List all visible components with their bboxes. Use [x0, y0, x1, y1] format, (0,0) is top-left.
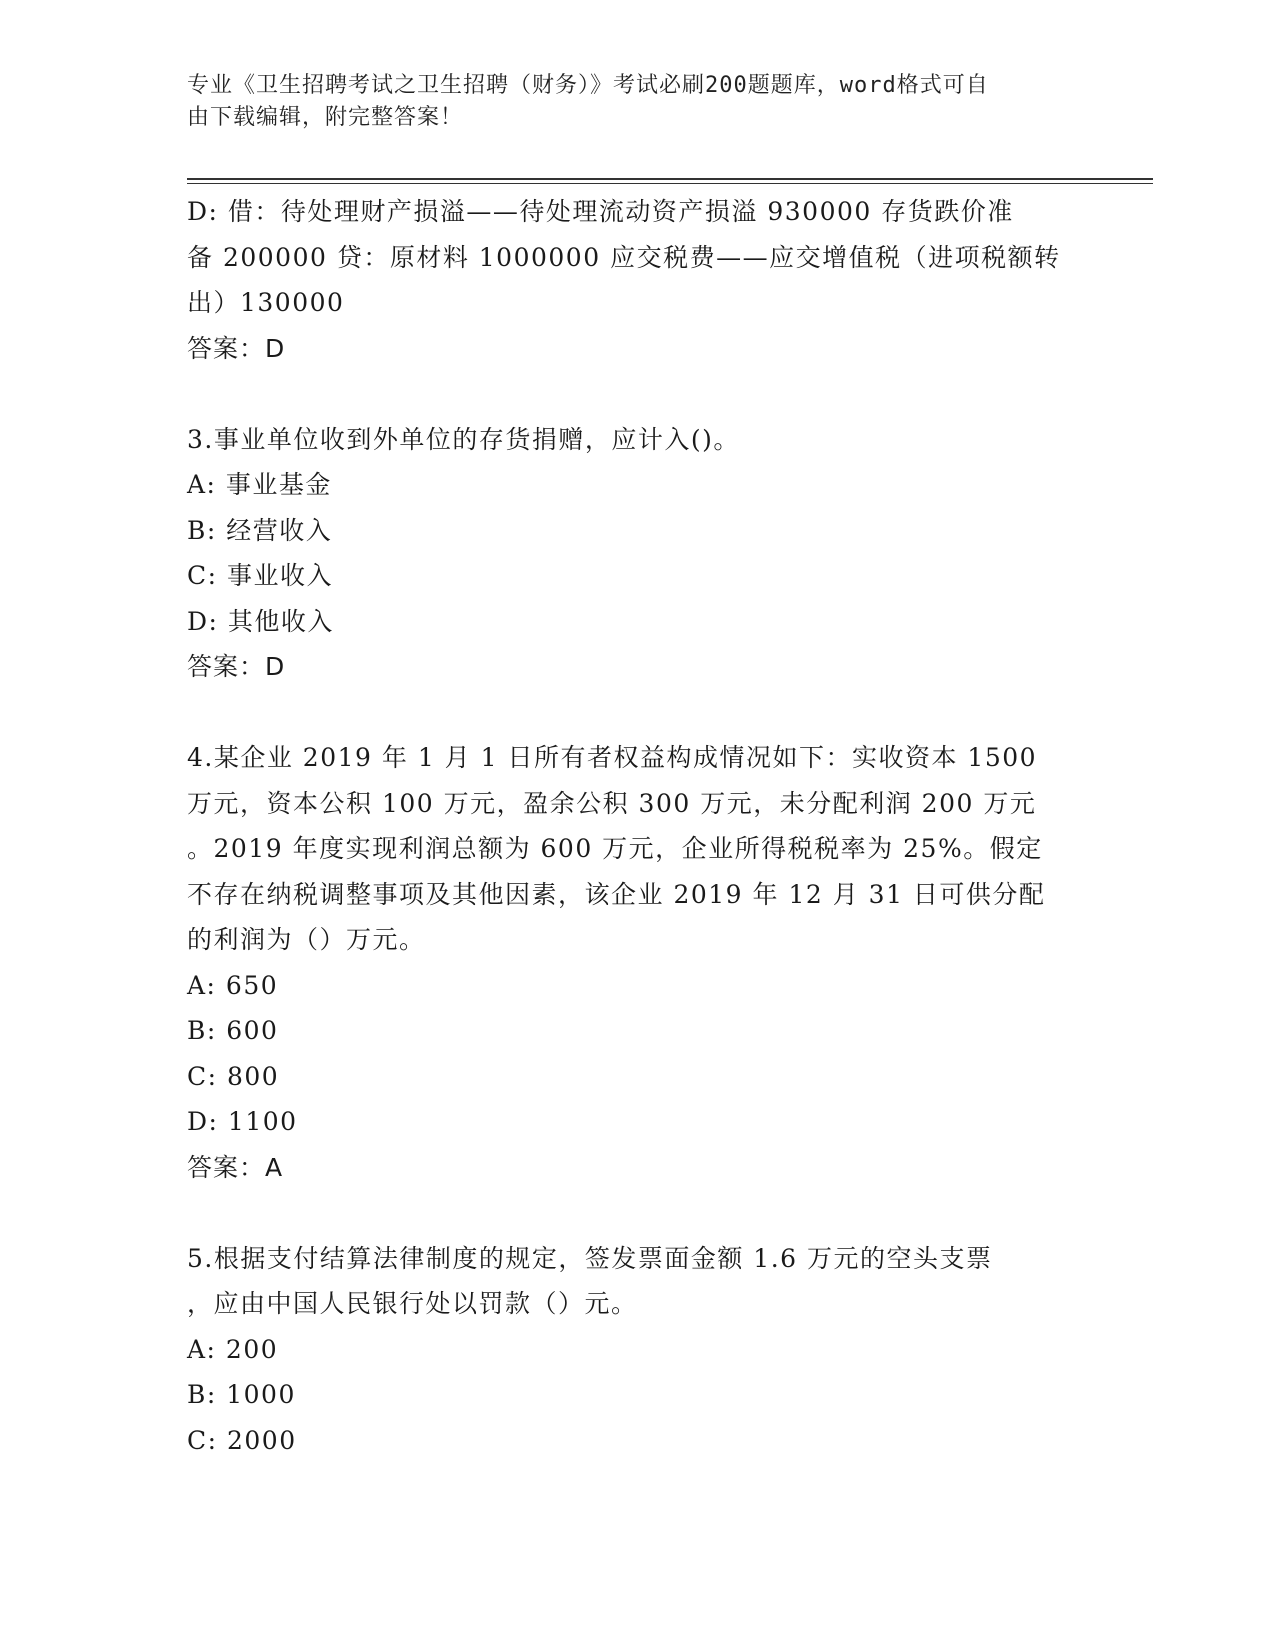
question-stem-line-2: ，应由中国人民银行处以罚款（）元。	[187, 1289, 638, 1318]
option-c: C: 800	[187, 1061, 280, 1091]
question-stem-line-4: 不存在纳税调整事项及其他因素，该企业 2019 年 12 月 31 日可供分配	[187, 879, 1046, 909]
option-d: D: 1100	[187, 1107, 298, 1136]
option-b: B: 经营收入	[187, 515, 333, 545]
question-stem: 3.事业单位收到外单位的存货捐赠，应计入()。	[187, 424, 740, 454]
option-d-line-3: 出）130000	[187, 288, 345, 317]
option-a: A: 200	[187, 1334, 279, 1364]
option-c: C: 2000	[187, 1425, 297, 1455]
question-stem-line-1: 4.某企业 2019 年 1 月 1 日所有者权益构成情况如下：实收资本 1500	[187, 743, 1038, 772]
question-stem-line-5: 的利润为（）万元。	[187, 925, 426, 954]
option-b: B: 600	[187, 1016, 279, 1045]
document-body	[187, 189, 1077, 1463]
answer: 答案：D	[187, 652, 286, 681]
question-3	[187, 417, 1077, 690]
question-4	[187, 735, 1077, 1190]
option-d-line-2: 备 200000 贷：原材料 1000000 应交税费——应交增值税（进项税额转	[187, 242, 1061, 272]
question-2-tail	[187, 189, 1077, 371]
option-c: C: 事业收入	[187, 561, 333, 590]
answer: 答案：D	[187, 333, 286, 363]
header-line-2: 由下载编辑，附完整答案！	[187, 105, 464, 130]
question-5	[187, 1236, 1077, 1464]
option-d: D: 其他收入	[187, 606, 334, 636]
header-rule-thick	[187, 178, 1153, 180]
question-stem-line-1: 5.根据支付结算法律制度的规定，签发票面金额 1.6 万元的空头支票	[187, 1243, 993, 1273]
document-header	[187, 70, 1087, 134]
option-d-line-1: D: 借：待处理财产损溢——待处理流动资产损溢 930000 存货跌价准	[187, 197, 1014, 226]
question-stem-line-2: 万元，资本公积 100 万元，盈余公积 300 万元，未分配利润 200 万元	[187, 788, 1037, 818]
header-rule-thin	[187, 183, 1153, 184]
option-a: A: 650	[187, 970, 279, 1000]
question-stem-line-3: 。2019 年度实现利润总额为 600 万元，企业所得税税率为 25%。假定	[187, 834, 1043, 863]
header-line-1: 专业《卫生招聘考试之卫生招聘（财务）》考试必刷200题题库，word格式可自	[187, 73, 989, 98]
option-b: B: 1000	[187, 1380, 296, 1409]
option-a: A: 事业基金	[187, 470, 332, 499]
answer: 答案：A	[187, 1152, 284, 1182]
